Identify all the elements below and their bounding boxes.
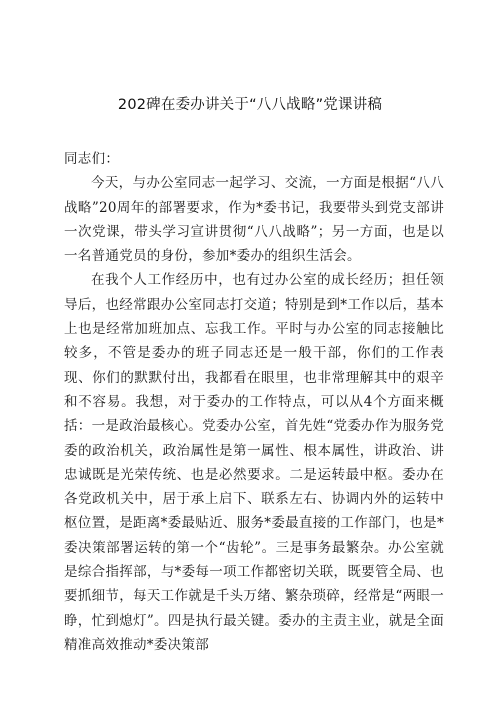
document-title: 202碑在委办讲关于“八八战略”党课讲稿 (117, 97, 383, 113)
paragraph-experience: 在我个人工作经历中，也有过办公室的成长经历；担任领导后，也经常跟办公室同志打交道；特别是到*工作以后，基本上也是经常加班加点、忘我工作。平时与办公室的同志接触比较多，不管是委办的班子同志还是一般干部，你们的工作表现、你们的默默付出，我都看在眼里，也非常理解其中的艰辛和不容易。我想，对于委办的工作特点，可以从4个方面来概括：一是政治最核心。党委办公室，首先姓“党委办作为服务党委的政治机关，政治属性是第一属性、根本属性，讲政治、讲忠诚既是光荣传统、也是必然要求。二是运转最中枢。委办在各党政机关中，居于承上启下、联系左右、协调内外的运转中枢位置，是距离*委最贴近、服务*委最直接的工作部门，也是*委决策部署运转的第一个“齿轮”。三是事务最繁杂。办公室就是综合指挥部，与*委每一项工作都密切关联，既要管全局、也要抓细节，每天工作就是千头万绪、繁杂琐碎，经常是“两眼一睁，忙到熄灯”。四是执行最关键。委办的主责主业，就是全面精准高效推动*委决策部 (64, 272, 444, 653)
salutation: 同志们： (64, 151, 120, 167)
paragraph-intro: 今天，与办公室同志一起学习、交流，一方面是根据“八八战略”20周年的部署要求，作为*委书记，我要带头到党支部讲一次党课，带头学习宣讲贯彻“八八战略”；另一方面，也是以一名普通党员的身份，参加*委办的组织生活会。 (64, 175, 444, 265)
document-body (64, 147, 444, 657)
